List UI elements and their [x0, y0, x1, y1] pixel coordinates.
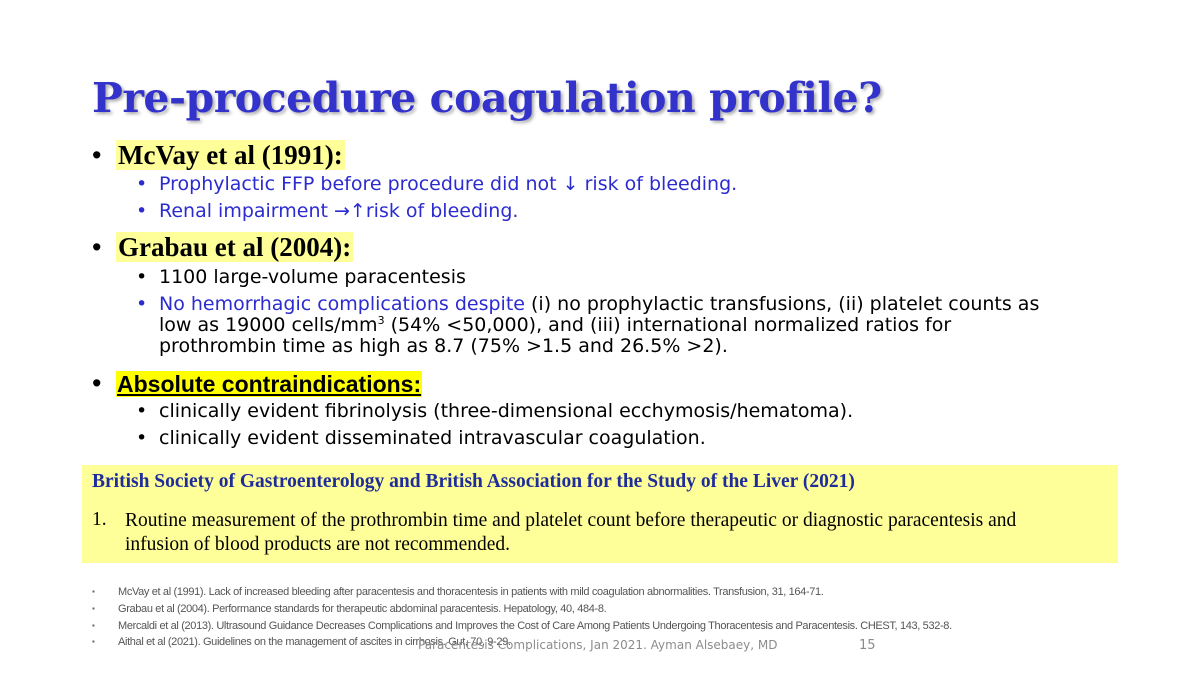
heading-text: McVay et al (1991): [118, 140, 343, 170]
guideline-box [82, 465, 1118, 563]
superscript: 3 [377, 314, 385, 327]
guideline-text: Routine measurement of the prothrombin time and platelet count before therapeutic or diagnostic paracentesis and infusion of blood products are not recommended. [125, 510, 1017, 555]
bullet: • [136, 173, 148, 195]
section-heading-contraindications [92, 368, 422, 399]
reference-marker: ▪ [92, 637, 95, 646]
item-text: Prophylactic FFP before procedure did not ↓ risk of bleeding. [159, 173, 738, 195]
reference-text: Aithal et al (2021). Guidelines on the management of ascites in cirrhosis. Gut, 70, 9-29. [118, 636, 511, 648]
page-number: 15 [859, 638, 876, 653]
detail-continuation [159, 336, 728, 357]
heading-text: Absolute contraindications: [117, 371, 422, 397]
reference-marker: ▪ [92, 604, 95, 613]
detail-text: low as 19000 cells/mm [159, 314, 378, 336]
bullet: • [136, 200, 148, 222]
slide-title: Pre-procedure coagulation profile? [92, 74, 882, 122]
bullet: • [92, 232, 102, 262]
reference [92, 586, 824, 598]
reference-text: Grabau et al (2004). Performance standards for therapeutic abdominal paracentesis. Hepatology, 40, 484-8. [118, 603, 607, 615]
detail-blue-text: No hemorrhagic complications despite [159, 293, 525, 315]
item-text: clinically evident disseminated intravascular coagulation. [159, 427, 706, 449]
guideline-number: 1. [92, 509, 107, 530]
list-item [136, 428, 706, 449]
bullet: • [92, 140, 102, 170]
detail-text: (54% <50,000), and (iii) international normalized ratios for [384, 314, 952, 336]
detail-text: prothrombin time as high as 8.7 (75% >1.5 and 26.5% >2). [159, 335, 728, 357]
detail-text: (i) no prophylactic transfusions, (ii) platelet counts as [524, 293, 1040, 315]
item-text: clinically evident fibrinolysis (three-dimensional ecchymosis/hematoma). [159, 400, 854, 422]
list-item-detail [136, 294, 1039, 315]
reference [92, 603, 606, 615]
list-item [136, 267, 466, 288]
item-text: Renal impairment →↑risk of bleeding. [159, 200, 519, 222]
bullet: • [136, 400, 148, 422]
heading-text: Grabau et al (2004): [118, 232, 352, 262]
bullet: • [136, 427, 148, 449]
section-heading-mcvay [92, 140, 345, 171]
reference-text: McVay et al (1991). Lack of increased bleeding after paracentesis and thoracentesis in patients with mild coagulation abnormalities. Transfusion, 31, 164-71. [118, 586, 824, 598]
guideline-title: British Society of Gastroenterology and British Association for the Study of the Liver (2021) [92, 471, 855, 492]
bullet: • [136, 293, 148, 315]
section-heading-grabau [92, 232, 353, 263]
bullet: • [92, 368, 102, 398]
reference [92, 620, 952, 632]
reference-marker: ▪ [92, 621, 95, 630]
detail-continuation [159, 315, 951, 336]
item-text: 1100 large-volume paracentesis [159, 266, 466, 288]
reference-marker: ▪ [92, 587, 95, 596]
slide-footer: Paracentesis Complications, Jan 2021. Ayman Alsebaey, MD [418, 638, 778, 652]
list-item [136, 201, 518, 222]
list-item [136, 174, 737, 195]
reference-text: Mercaldi et al (2013). Ultrasound Guidance Decreases Complications and Improves the Cost of Care Among Patients Undergoing Thoracentesis and Paracentesis. CHEST, 143, 532-8. [118, 620, 952, 632]
bullet: • [136, 266, 148, 288]
list-item [136, 401, 853, 422]
